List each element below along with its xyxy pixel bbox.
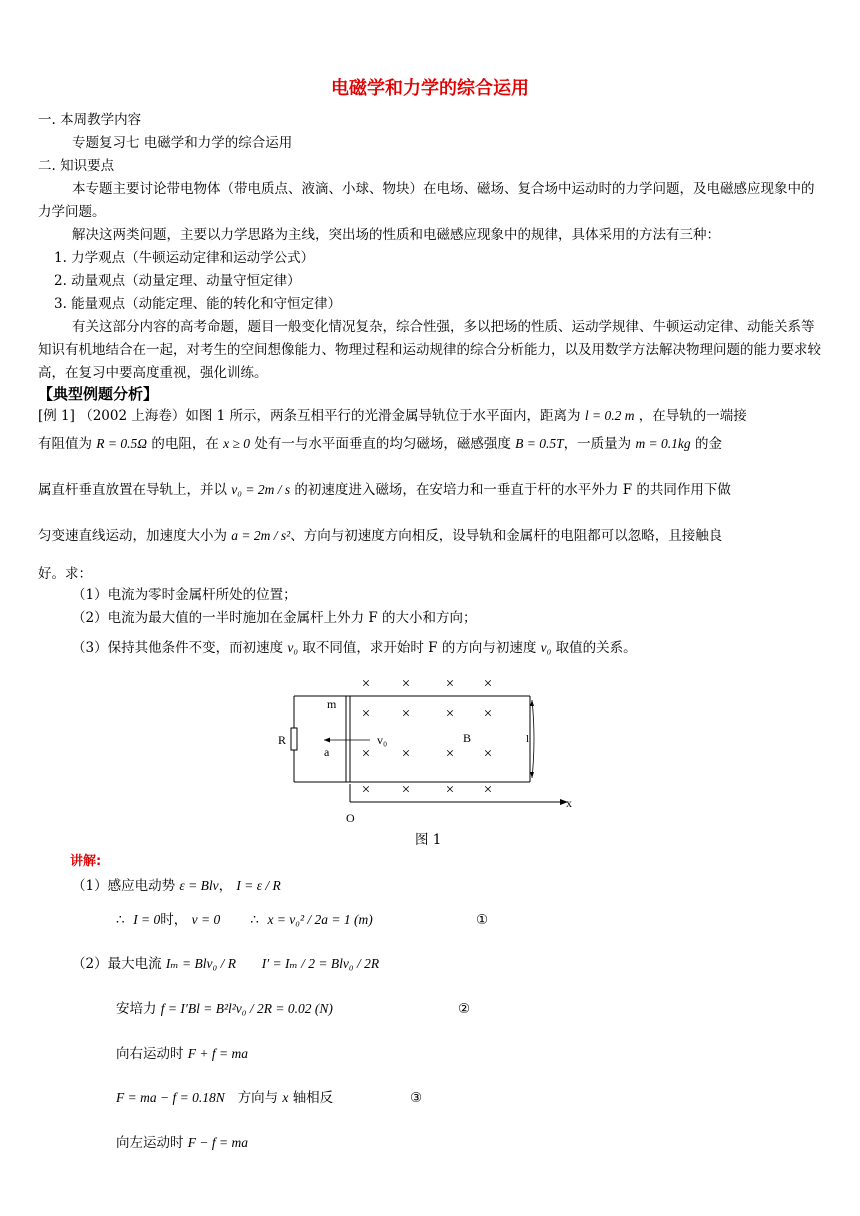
eq-emf: ε = Blv (179, 878, 219, 893)
field-cross: × (483, 706, 493, 722)
field-cross: × (445, 746, 455, 762)
example1-line5: 好。求： (38, 566, 92, 582)
section1-topic: 专题复习七 电磁学和力学的综合运用 (72, 135, 293, 151)
eq-ampere-force: f = I′Bl = B²l²v₀ / 2R = 0.02 (N) (160, 1001, 333, 1016)
solution-step-2 (72, 954, 379, 974)
label-l: l (526, 733, 530, 745)
eq-v0-inline: v₀ (287, 640, 299, 655)
solution-text: 向右运动时 (116, 1046, 184, 1062)
solution-text: （2）最大电流 (72, 956, 162, 972)
example1-text: 如图 1 所示，两条互相平行的光滑金属导轨位于水平面内，距离为 (185, 408, 581, 424)
label-m: m (327, 697, 337, 711)
mark-3: ③ (410, 1090, 423, 1106)
question-3-text: 取值的关系。 (555, 640, 637, 656)
example1-text: ，在导轨的一端接 (638, 408, 747, 424)
eq-R: R = 0.5Ω (96, 436, 148, 451)
solution-step-2b (116, 999, 333, 1019)
eq-half-current: I′ = Iₘ / 2 = Blv₀ / 2R (261, 956, 380, 971)
label-O: O (346, 811, 355, 825)
method-1: 1. 力学观点（牛顿运动定律和运动学公式） (54, 250, 315, 266)
eq-force-value: F = ma − f = 0.18N (116, 1090, 225, 1105)
field-cross: × (483, 782, 493, 798)
resistor (291, 728, 297, 750)
field-cross: × (401, 782, 411, 798)
eq-right-motion: F + f = ma (187, 1046, 249, 1061)
solution-text: （1）感应电动势 (72, 878, 176, 894)
example1-text: 、方向与初速度方向相反，设导轨和金属杆的电阻都可以忽略，且接触良 (290, 528, 723, 544)
solution-text: 轴相反 (292, 1090, 334, 1106)
solution-step-2d (116, 1088, 333, 1108)
label-x: x (566, 796, 572, 810)
example1-source: （2002 上海卷） (79, 408, 186, 424)
separator: ， (218, 878, 233, 894)
solution-text: 向左运动时 (116, 1135, 184, 1151)
eq-left-motion: F − f = ma (187, 1135, 249, 1150)
method-3: 3. 能量观点（动能定理、能的转化和守恒定律） (54, 296, 342, 312)
solution-text: 方向与 (237, 1090, 279, 1106)
mark-1: ① (476, 912, 489, 928)
example1-line4 (38, 526, 722, 546)
example1-text: 的初速度进入磁场，在安培力和一垂直于杆的水平外力 F 的共同作用下做 (294, 482, 731, 498)
example1-text: 的电阻，在 (151, 436, 219, 452)
example1-line2 (38, 434, 722, 454)
example1-text: 处有一与水平面垂直的均匀磁场，磁感强度 (254, 436, 511, 452)
section1-heading: 一. 本周教学内容 (38, 112, 142, 128)
question-2: （2）电流为最大值的一半时施加在金属杆上外力 F 的大小和方向； (72, 610, 477, 626)
section2-para2: 解决这两类问题，主要以力学思路为主线，突出场的性质和电磁感应现象中的规律，具体采用的方法有三种： (72, 227, 720, 243)
eq-current: I = ε / R (236, 878, 281, 893)
solution-step-2e (116, 1133, 248, 1153)
example1-label: [例 1] (38, 408, 75, 424)
example1-text: 匀变速直线运动，加速度大小为 (38, 528, 227, 544)
field-cross: × (361, 782, 371, 798)
eq-x-axis: x (282, 1090, 289, 1105)
solution-step-2c (116, 1044, 248, 1064)
field-cross: × (401, 746, 411, 762)
eq-v0: v₀ = 2m / s (231, 482, 291, 497)
section2-para1: 本专题主要讨论带电物体（带电质点、液滴、小球、物块）在电场、磁场、复合场中运动时的力学问题，及电磁感应现象中的力学问题。 (38, 181, 815, 220)
field-cross: × (401, 676, 411, 692)
example1-text: 的金 (694, 436, 722, 452)
eq-max-current: Iₘ = Blv₀ / R (165, 956, 236, 971)
field-cross: × (361, 706, 371, 722)
eq-v0-inline: v₀ (540, 640, 552, 655)
field-cross: × (445, 676, 455, 692)
mark-2: ② (458, 1001, 471, 1017)
examples-heading: 【典型例题分析】 (38, 385, 159, 403)
section2-para3: 有关这部分内容的高考命题，题目一般变化情况复杂，综合性强，多以把场的性质、运动学规律、牛顿运动定律、动能关系等知识有机地结合在一起，对考生的空间想像能力、物理过程和运动规律的综合分析能力，以及用数学方法解决物理问题的能力要求较高，在复习中要高度重视，强化训练。 (38, 319, 821, 381)
label-v0: v₀ (377, 733, 388, 747)
therefore-symbol: ∴ (116, 912, 125, 928)
example1-text: 有阻值为 (38, 436, 92, 452)
eq-x: x ≥ 0 (223, 436, 251, 451)
example1-line3 (38, 480, 731, 500)
v0-arrow-head (324, 738, 330, 743)
section2-heading: 二. 知识要点 (38, 158, 115, 174)
eq-v-zero: v = 0 (191, 912, 221, 927)
example1-line1 (38, 406, 747, 426)
question-3 (72, 638, 637, 658)
field-cross: × (445, 706, 455, 722)
example1-text: 属直杆垂直放置在导轨上，并以 (38, 482, 227, 498)
solution-text: 时， (160, 912, 188, 928)
field-cross: × (483, 676, 493, 692)
eq-l: l = 0.2 m (584, 408, 635, 423)
figure-1-diagram (270, 670, 600, 830)
eq-B: B = 0.5T (515, 436, 564, 451)
document-title: 电磁学和力学的综合运用 (331, 78, 529, 99)
example1-text: ，一质量为 (563, 436, 632, 452)
label-R: R (278, 733, 287, 747)
solution-step-1 (72, 876, 281, 896)
field-cross: × (361, 676, 371, 692)
eq-m: m = 0.1kg (635, 436, 691, 451)
therefore-symbol: ∴ (250, 912, 259, 928)
field-cross: × (483, 746, 493, 762)
width-bracket-bottom (530, 772, 534, 778)
solution-heading: 讲解: (70, 854, 102, 869)
field-cross: × (361, 746, 371, 762)
figure-caption: 图 1 (415, 832, 442, 848)
question-3-text: 取不同值，求开始时 F 的方向与初速度 (302, 640, 537, 656)
solution-step-1b (116, 910, 373, 930)
field-cross: × (401, 706, 411, 722)
question-1: （1）电流为零时金属杆所处的位置； (72, 587, 297, 603)
eq-position: x = v₀² / 2a = 1 (m) (267, 912, 373, 927)
label-a: a (324, 745, 330, 759)
width-bracket (532, 700, 534, 778)
label-B: B (463, 731, 472, 745)
question-3-text: （3）保持其他条件不变，而初速度 (72, 640, 284, 656)
eq-i-zero: I = 0 (133, 912, 161, 927)
eq-a: a = 2m / s² (231, 528, 291, 543)
field-cross: × (445, 782, 455, 798)
solution-text: 安培力 (116, 1001, 157, 1017)
method-2: 2. 动量观点（动量定理、动量守恒定律） (54, 273, 301, 289)
width-bracket-top (530, 700, 534, 706)
